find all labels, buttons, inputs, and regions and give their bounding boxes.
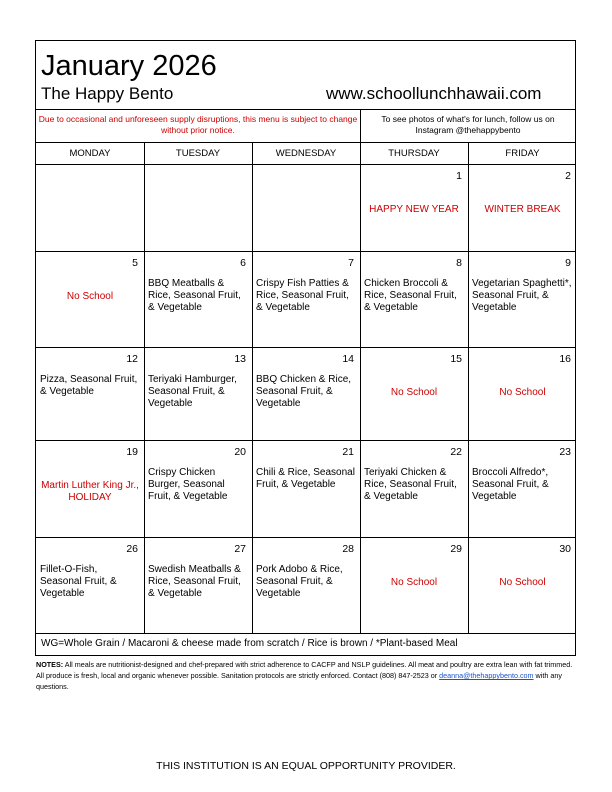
- day-number: 23: [559, 446, 571, 458]
- day-number: 5: [132, 257, 138, 269]
- menu-item: Vegetarian Spaghetti*, Seasonal Fruit, & Vegetable: [472, 278, 572, 313]
- calendar-day-cell: [468, 347, 577, 440]
- divider: [36, 633, 575, 634]
- notes-section: [36, 659, 576, 692]
- divider: [360, 109, 361, 142]
- day-notice: Martin Luther King Jr., HOLIDAY: [41, 480, 139, 503]
- day-number: 7: [348, 257, 354, 269]
- notes-text-after: with any questions.: [36, 671, 562, 691]
- calendar-day-cell: [36, 537, 144, 633]
- day-header-2: WEDNESDAY: [275, 148, 337, 159]
- calendar-day-cell: [468, 164, 577, 251]
- menu-item: BBQ Meatballs & Rice, Seasonal Fruit, & Vegetable: [148, 278, 241, 313]
- menu-item: Teriyaki Hamburger, Seasonal Fruit, & Vegetable: [148, 374, 237, 409]
- day-number: 29: [450, 543, 462, 555]
- day-notice: No School: [499, 577, 546, 588]
- menu-item: Teriyaki Chicken & Rice, Seasonal Fruit, & Vegetable: [364, 467, 457, 502]
- day-notice: WINTER BREAK: [484, 204, 561, 215]
- menu-item: Crispy Chicken Burger, Seasonal Fruit, & Vegetable: [148, 467, 228, 502]
- calendar-day-cell: [468, 251, 577, 347]
- day-number: 28: [342, 543, 354, 555]
- day-number: 27: [234, 543, 246, 555]
- page-title: January 2026: [41, 50, 217, 82]
- day-number: 9: [565, 257, 571, 269]
- menu-item: Pizza, Seasonal Fruit, & Vegetable: [40, 374, 138, 397]
- equal-opportunity-statement: THIS INSTITUTION IS AN EQUAL OPPORTUNITY PROVIDER.: [156, 760, 456, 772]
- calendar-day-cell: [468, 440, 577, 537]
- calendar-day-cell: [252, 440, 360, 537]
- menu-item: BBQ Chicken & Rice, Seasonal Fruit, & Vegetable: [256, 374, 352, 409]
- calendar-day-cell: [36, 251, 144, 347]
- day-header-1: TUESDAY: [175, 148, 221, 159]
- day-number: 6: [240, 257, 246, 269]
- day-number: 14: [342, 353, 354, 365]
- menu-item: Crispy Fish Patties & Rice, Seasonal Fruit, & Vegetable: [256, 278, 349, 313]
- day-number: 15: [450, 353, 462, 365]
- website-url[interactable]: www.schoollunchhawaii.com: [326, 84, 542, 103]
- divider: [36, 109, 575, 110]
- day-number: 12: [126, 353, 138, 365]
- day-header-3: THURSDAY: [388, 148, 440, 159]
- menu-item: Pork Adobo & Rice, Seasonal Fruit, & Vegetable: [256, 564, 343, 599]
- calendar-day-cell: [468, 537, 577, 633]
- day-number: 2: [565, 170, 571, 182]
- menu-legend: WG=Whole Grain / Macaroni & cheese made from scratch / Rice is brown / *Plant-based Meal: [41, 638, 458, 649]
- calendar-day-cell: [252, 251, 360, 347]
- calendar-day-cell: [252, 537, 360, 633]
- calendar-day-cell: [36, 440, 144, 537]
- calendar-day-cell: [144, 251, 252, 347]
- day-number: 21: [342, 446, 354, 458]
- calendar-day-cell: [360, 347, 468, 440]
- calendar-day-cell: [252, 347, 360, 440]
- day-number: 22: [450, 446, 462, 458]
- notes-text: All meals are nutritionist-designed and chef-prepared with strict adherence to CACFP and NSLP guidelines. All meat and poultry are extra lean with fat trimmed. All produce is fresh, local and organic whenever possible. Sanitation protocols are strictly enforced. Contact (808) 847-2523 or: [36, 660, 573, 680]
- day-number: 20: [234, 446, 246, 458]
- day-notice: No School: [499, 387, 546, 398]
- calendar-day-cell: [144, 537, 252, 633]
- day-number: 16: [559, 353, 571, 365]
- calendar-day-cell: [36, 347, 144, 440]
- calendar-day-cell: [252, 164, 360, 251]
- day-number: 1: [456, 170, 462, 182]
- day-number: 30: [559, 543, 571, 555]
- calendar-day-cell: [360, 440, 468, 537]
- calendar-day-cell: [144, 440, 252, 537]
- menu-item: Chili & Rice, Seasonal Fruit, & Vegetable: [256, 467, 355, 490]
- day-header-0: MONDAY: [69, 148, 111, 159]
- calendar-day-cell: [144, 164, 252, 251]
- menu-item: Chicken Broccoli & Rice, Seasonal Fruit, & Vegetable: [364, 278, 457, 313]
- calendar-frame: [35, 40, 576, 656]
- company-name: The Happy Bento: [41, 84, 174, 103]
- menu-item: Broccoli Alfredo*, Seasonal Fruit, & Vegetable: [472, 467, 549, 502]
- menu-item: Swedish Meatballs & Rice, Seasonal Fruit, & Vegetable: [148, 564, 241, 599]
- calendar-day-cell: [360, 164, 468, 251]
- instagram-note: To see photos of what's for lunch, follow us on Instagram @thehappybento: [381, 114, 555, 135]
- calendar-day-cell: [36, 164, 144, 251]
- day-number: 19: [126, 446, 138, 458]
- contact-email-link[interactable]: deanna@thehappybento.com: [439, 671, 534, 680]
- supply-notice: Due to occasional and unforeseen supply disruptions, this menu is subject to change without prior notice.: [38, 114, 358, 135]
- calendar-day-cell: [144, 347, 252, 440]
- day-header-4: FRIDAY: [505, 148, 540, 159]
- calendar-day-cell: [360, 537, 468, 633]
- day-number: 8: [456, 257, 462, 269]
- day-number: 13: [234, 353, 246, 365]
- day-notice: No School: [390, 577, 438, 588]
- day-number: 26: [126, 543, 138, 555]
- day-notice: No School: [66, 291, 114, 302]
- day-notice: HAPPY NEW YEAR: [369, 204, 459, 215]
- day-notice: No School: [390, 387, 438, 398]
- calendar-day-cell: [360, 251, 468, 347]
- menu-item: Fillet-O-Fish, Seasonal Fruit, & Vegetable: [40, 564, 117, 599]
- notes-label: NOTES:: [36, 660, 64, 669]
